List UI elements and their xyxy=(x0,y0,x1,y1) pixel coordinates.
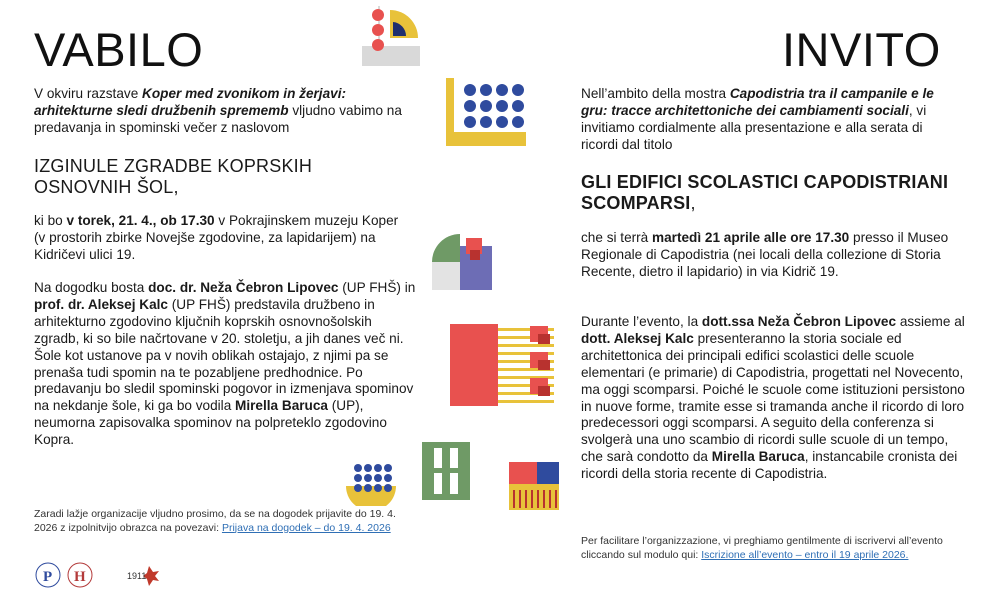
intro-paragraph-italian: Nell’ambito della mostra Capodistria tra il campanile e le gru: tracce architettoniche dei cambiamenti sociali, vi invitiamo cordialmente alla presentazione e alla serata di ricordi dal titolo xyxy=(581,86,934,152)
intro-text: vljudno vabimo na predavanja in spominski večer z naslovom xyxy=(34,102,402,135)
when-paragraph-italian: che si terrà martedì 21 aprile alle ore 17.30 presso il Museo Regionale di Capodistria (nei locali della collezione di Storia Recente, dietro il lapidario) in via Kidrič 19. xyxy=(581,230,949,279)
intro-paragraph-slovenian xyxy=(34,86,406,137)
decorative-graphic-shapes xyxy=(430,232,494,292)
speaker-name: prof. dr. Aleksej Kalc xyxy=(34,296,168,312)
lecture-title-italian: GLI EDIFICI SCOLASTICI CAPODISTRIANI SCOMPARSI, xyxy=(581,172,949,213)
lecture-title-slovenian: IZGINULE ZGRADBE KOPRSKIH OSNOVNIH ŠOL, xyxy=(34,156,313,197)
when-paragraph-slovenian: ki bo v torek, 21. 4., ob 17.30 v Pokrajinskem muzeju Koper (v prostorih zbirke Novejše zgodovine, za lapidarijem) na Kidričevi ulici 19. xyxy=(34,213,399,262)
speaker-name: dott.ssa Neža Čebron Lipovec xyxy=(701,314,897,329)
museum-logo-text: 1911 xyxy=(127,571,147,581)
registration-note-slovenian: Zaradi lažje organizacije vljudno prosimo, da se na dogodek prijavite do 19. 4. 2026 z izpolnitvijo obrazca na povezavi: Prijava na dogodek – do 19. 4. 2026 xyxy=(34,508,396,534)
faculty-logo xyxy=(66,560,94,590)
speaker-name: doc. dr. Neža Čebron Lipovec xyxy=(148,280,339,295)
exhibition-name: Koper med zvonikom in žerjavi: arhitekturne sledi družbenih sprememb xyxy=(34,86,346,118)
decorative-graphic-building xyxy=(448,322,556,408)
speaker-name: dott. Aleksej Kalc xyxy=(581,330,694,346)
svg-text:H: H xyxy=(74,569,86,585)
decorative-graphic-circle xyxy=(344,460,398,506)
registration-link-italian[interactable]: Iscrizione all’evento – entro il 19 aprile 2026. xyxy=(701,548,909,561)
decorative-graphic-top xyxy=(360,6,422,68)
decorative-graphic-dots xyxy=(446,78,526,146)
university-logo xyxy=(34,560,62,590)
title-italian: INVITO xyxy=(782,23,941,76)
speaker-name: Mirella Baruca xyxy=(711,449,805,465)
exhibition-name: Capodistria tra il campanile e le gru: tracce architettoniche dei cambiamenti sociali xyxy=(581,86,934,118)
decorative-graphic-green xyxy=(420,440,472,502)
event-date: martedì 21 aprile alle ore 17.30 xyxy=(652,230,850,245)
body-paragraph-slovenian: Na dogodku bosta doc. dr. Neža Čebron Lipovec (UP FHŠ) in prof. dr. Aleksej Kalc (UP FHŠ) predstavila družbeno in arhitekturno zgodovino ključnih koprskih osnovnošolskih zgradb, ki so bile načrtovane v 20. stoletju, a jih danes več ni. Šole kot ustanove pa v novih oblikah ostajajo, z njimi pa se prenaša tudi spomin na te pozabljene predhodnice. Po predavanju bo sledil spominski pogovor in izmenjava spominov na nekdanje šole, ki ga bo vodila Mirella Baruca (UP), neumorna zapisovalka spominov na polpreteklo zgodovino Kopra. xyxy=(34,280,416,448)
registration-link-slovenian[interactable]: Prijava na dogodek – do 19. 4. 2026 xyxy=(221,521,391,534)
registration-note-italian: Per facilitare l’organizzazione, vi preghiamo gentilmente di iscrivervi all’evento cliccando sul modulo qui: Iscrizione all’evento – entro il 19 aprile 2026. xyxy=(581,535,943,561)
decorative-graphic-colorblock xyxy=(509,462,559,510)
svg-text:P: P xyxy=(43,569,53,585)
intro-text: V okviru razstave xyxy=(34,86,143,101)
title-slovenian: VABILO xyxy=(34,23,204,76)
event-date: v torek, 21. 4., ob 17.30 xyxy=(66,213,215,228)
museum-logo xyxy=(127,563,161,589)
body-paragraph-italian: Durante l’evento, la dott.ssa Neža Čebron Lipovec assieme al dott. Aleksej Kalc presenteranno la storia sociale ed architettonica dei principali edifici scolastici delle scuole elementari (e primarie) di Capodistria, progettati nel Novecento, ma oggi scomparsi. Poiché le scuole come istituzioni persistono in nuove forme, tramite esse si tramanda anche il ricordo di loro predecessori oggi scomparsi. A seguito della conferenza si svolgerà una uno scambio di ricordi sulle scuole di un tempo, che sarà condotto da Mirella Baruca, instancabile cronista dei ricordi della storia recente di Capodistria. xyxy=(581,314,965,482)
speaker-name: Mirella Baruca xyxy=(235,398,328,414)
